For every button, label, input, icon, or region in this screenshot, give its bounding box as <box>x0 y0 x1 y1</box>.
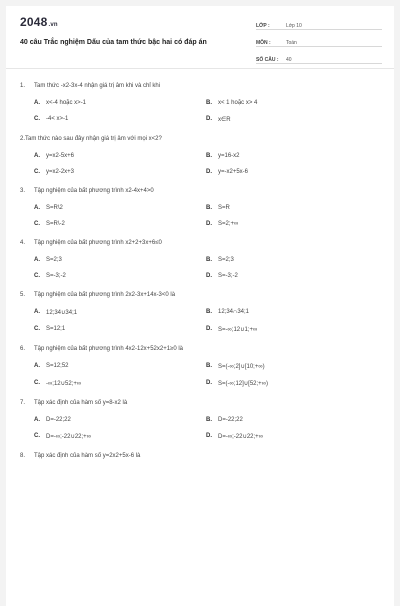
logo-text: 2048 <box>20 15 48 29</box>
option-d[interactable] <box>206 380 378 387</box>
meta-label: SỐ CÂU : <box>256 57 279 63</box>
option-letter: B. <box>206 309 212 315</box>
option-letter: B. <box>206 100 212 106</box>
option-a[interactable] <box>34 153 206 159</box>
option-text: y=x2-2x+3 <box>46 169 75 175</box>
option-letter: C. <box>34 273 40 279</box>
question-text <box>20 453 380 459</box>
option-row <box>34 433 380 440</box>
option-text: S=2;3 <box>218 257 234 263</box>
question <box>20 83 380 123</box>
option-row <box>34 116 380 123</box>
page-title: 40 câu Trắc nghiệm Dấu của tam thức bậc hai có đáp án <box>20 39 207 46</box>
option-d[interactable] <box>206 273 378 279</box>
question-text <box>20 136 380 142</box>
option-a[interactable] <box>34 417 206 423</box>
option-text: S=2;3 <box>46 257 62 263</box>
option-text: D=-22;22 <box>46 417 71 423</box>
option-c[interactable] <box>34 326 206 333</box>
option-letter: C. <box>34 380 40 386</box>
question <box>20 453 380 459</box>
option-letter: D. <box>206 380 212 386</box>
meta-value: 40 <box>286 57 292 63</box>
option-row <box>34 100 380 106</box>
answer-options <box>20 100 380 123</box>
option-letter: A. <box>34 363 40 369</box>
question-stem: Tập nghiệm của bất phương trình 4x2-12x+52x2+1≥0 là <box>34 346 184 352</box>
question-number: 7. <box>20 400 26 406</box>
option-row <box>34 417 380 423</box>
answer-options <box>20 205 380 227</box>
option-text: S=R <box>218 205 230 211</box>
question <box>20 188 380 227</box>
option-c[interactable] <box>34 221 206 227</box>
option-a[interactable] <box>34 100 206 106</box>
question <box>20 292 380 333</box>
option-b[interactable] <box>206 100 378 106</box>
option-text: S=2;+∞ <box>218 221 239 227</box>
question-stem: Tập nghiệm của bất phương trình 2x2-3x+14x-3<0 là <box>34 292 176 298</box>
meta-label: MÔN : <box>256 40 271 46</box>
option-letter: B. <box>206 205 212 211</box>
question-number: 1. <box>20 83 26 89</box>
option-text: S=R\-2 <box>46 221 65 227</box>
option-d[interactable] <box>206 221 378 227</box>
meta-info <box>256 15 382 66</box>
option-c[interactable] <box>34 169 206 175</box>
option-row <box>34 221 380 227</box>
answer-options <box>20 417 380 440</box>
option-text: 12;34∪34;1 <box>46 310 78 316</box>
site-logo[interactable] <box>20 15 58 29</box>
option-d[interactable] <box>206 433 378 440</box>
meta-row-subject <box>256 32 382 47</box>
option-text: D=-∞;-22∪22;+∞ <box>46 434 91 440</box>
option-b[interactable] <box>206 257 378 263</box>
question-text <box>20 83 380 89</box>
option-text: -4< x>-1 <box>46 116 69 122</box>
logo-domain: .vn <box>48 22 58 28</box>
option-c[interactable] <box>34 116 206 123</box>
option-text: y=16-x2 <box>218 153 240 159</box>
option-a[interactable] <box>34 309 206 316</box>
question-stem: Tập nghiệm của bất phương trình x2-4x+4>0 <box>34 188 154 194</box>
question-text <box>20 346 380 352</box>
option-row <box>34 205 380 211</box>
option-b[interactable] <box>206 417 378 423</box>
option-d[interactable] <box>206 116 378 123</box>
option-row <box>34 309 380 316</box>
question-number: 5. <box>20 292 26 298</box>
option-text: x∈R <box>218 117 231 123</box>
option-letter: D. <box>206 326 212 332</box>
option-letter: B. <box>206 363 212 369</box>
option-letter: D. <box>206 169 212 175</box>
option-letter: D. <box>206 433 212 439</box>
option-letter: A. <box>34 205 40 211</box>
option-text: S=12;1 <box>46 326 66 332</box>
option-letter: A. <box>34 257 40 263</box>
option-letter: C. <box>34 116 40 122</box>
question-text <box>20 292 380 298</box>
option-letter: A. <box>34 153 40 159</box>
option-b[interactable] <box>206 205 378 211</box>
option-row <box>34 326 380 333</box>
option-b[interactable] <box>206 153 378 159</box>
option-text: y=-x2+5x-6 <box>218 169 249 175</box>
question-number: 4. <box>20 240 26 246</box>
option-letter: D. <box>206 273 212 279</box>
option-letter: C. <box>34 221 40 227</box>
option-text: S=-3;-2 <box>46 273 66 279</box>
question-number: 8. <box>20 453 26 459</box>
question <box>20 346 380 387</box>
question-text <box>20 240 380 246</box>
option-text: S=(-∞;2]∪[10;+∞) <box>218 364 265 370</box>
question-list <box>6 69 394 459</box>
answer-options <box>20 153 380 175</box>
question-stem: Tập xác định của hàm số y=8-x2 là <box>34 400 128 406</box>
answer-options <box>20 363 380 387</box>
option-b[interactable] <box>206 363 378 370</box>
option-d[interactable] <box>206 169 378 175</box>
option-row <box>34 153 380 159</box>
page-header <box>6 6 394 69</box>
option-text: S=(-∞;12]∪[52;+∞) <box>218 381 268 387</box>
option-letter: B. <box>206 257 212 263</box>
option-text: -∞;12∪52;+∞ <box>46 381 82 387</box>
worksheet-page <box>6 6 394 606</box>
meta-row-count <box>256 49 382 64</box>
option-letter: D. <box>206 221 212 227</box>
option-text: S=-∞;12∪1;+∞ <box>218 327 258 333</box>
option-a[interactable] <box>34 257 206 263</box>
option-text: y=x2-5x+6 <box>46 153 75 159</box>
option-row <box>34 363 380 370</box>
meta-value: Toán <box>286 40 297 46</box>
option-letter: A. <box>34 100 40 106</box>
option-text: D=-22;22 <box>218 417 243 423</box>
option-text: S=R\2 <box>46 205 63 211</box>
option-d[interactable] <box>206 326 378 333</box>
question-stem: Tập xác định của hàm số y=2x2+5x-6 là <box>34 453 141 459</box>
answer-options <box>20 309 380 333</box>
option-b[interactable] <box>206 309 378 316</box>
option-letter: B. <box>206 153 212 159</box>
option-letter: D. <box>206 116 212 122</box>
option-c[interactable] <box>34 380 206 387</box>
answer-options <box>20 257 380 279</box>
option-text: 12;34∩34;1 <box>218 309 250 315</box>
meta-label: LỚP : <box>256 23 270 29</box>
option-row <box>34 273 380 279</box>
option-letter: C. <box>34 169 40 175</box>
question <box>20 136 380 175</box>
option-letter: A. <box>34 417 40 423</box>
question-number: 3. <box>20 188 26 194</box>
option-letter: B. <box>206 417 212 423</box>
option-text: x<-4 hoặc x>-1 <box>46 100 87 106</box>
option-row <box>34 169 380 175</box>
question-stem: Tập nghiệm của bất phương trình x2+2+3x+6≤0 <box>34 240 162 246</box>
option-letter: C. <box>34 433 40 439</box>
option-text: D=-∞;-22∪22;+∞ <box>218 434 263 440</box>
question-text <box>20 400 380 406</box>
meta-value: Lớp 10 <box>286 23 302 29</box>
option-c[interactable] <box>34 433 206 440</box>
option-row <box>34 380 380 387</box>
question <box>20 400 380 440</box>
question-stem: 2.Tam thức nào sau đây nhận giá trị âm với mọi x<2? <box>20 136 162 142</box>
option-a[interactable] <box>34 205 206 211</box>
option-text: S=-3;-2 <box>218 273 238 279</box>
option-text: x< 1 hoặc x> 4 <box>218 100 258 106</box>
option-c[interactable] <box>34 273 206 279</box>
question <box>20 240 380 279</box>
meta-row-class <box>256 15 382 30</box>
option-text: S=12;52 <box>46 363 69 369</box>
option-letter: C. <box>34 326 40 332</box>
option-letter: A. <box>34 309 40 315</box>
question-number: 6. <box>20 346 26 352</box>
question-text <box>20 188 380 194</box>
option-a[interactable] <box>34 363 206 370</box>
question-stem: Tam thức -x2-3x-4 nhận giá trị âm khi và chỉ khi <box>34 83 161 89</box>
option-row <box>34 257 380 263</box>
